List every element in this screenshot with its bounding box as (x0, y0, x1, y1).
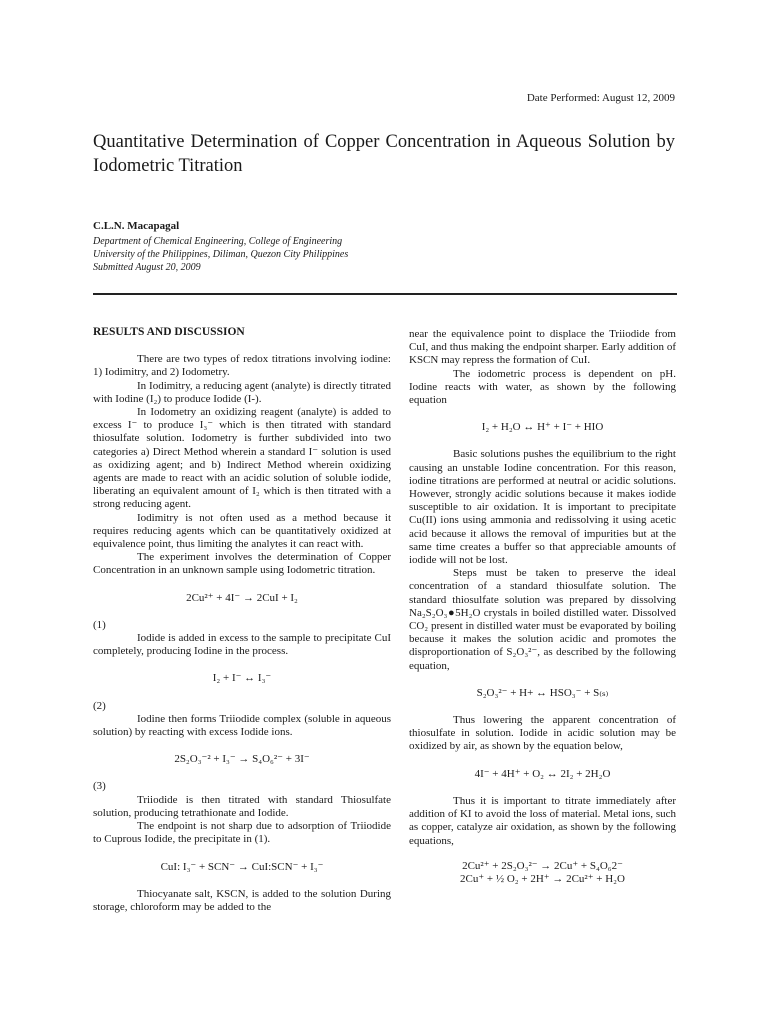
equation-1 (93, 592, 391, 632)
section-heading: RESULTS AND DISCUSSION (93, 326, 245, 338)
header-divider (93, 293, 677, 295)
equation-2 (93, 672, 391, 712)
paragraph: near the equivalence point to displace the Triiodide from CuI, and thus making the endpoint sharper. Early addition of KSCN may repress the formation of CuI. (409, 328, 676, 367)
paragraph: Iodide is added in excess to the sample to precipitate CuI completely, producing Iodine in the process. (93, 632, 391, 658)
paragraph: There are two types of redox titrations involving iodine: 1) Iodimitry, and 2) Iodometry. (93, 353, 391, 379)
paragraph: The endpoint is not sharp due to adsorption of Triiodide to Cuprous Iodide, the precipitate in (1). (93, 820, 391, 846)
paragraph: Iodimitry is not often used as a method because it requires reducing agents which can be quantitatively oxidized at equivalence point, thus limiting the analytes it can react with. (93, 511, 391, 551)
author-department: Department of Chemical Engineering, College of Engineering (93, 236, 343, 247)
paragraph: Triiodide is then titrated with standard Thiosulfate solution, producing tetrathionate and Iodide. (93, 793, 391, 819)
paragraph: Thus it is important to titrate immediately after addition of KI to avoid the loss of material. Metal ions, such as copper, catalyze air oxidation, as shown by the following equations, (409, 794, 676, 847)
author-university: University of the Philippines, Diliman, Quezon City Philippines (93, 249, 349, 260)
equation-expression: 2Cu²⁺ + 4I⁻ → 2CuI + I₂ (186, 591, 298, 604)
paragraph: Steps must be taken to preserve the ideal concentration of a standard thiosulfate solution. The standard thiosulfate solution was prepared by dissolving Na₂S₂O₃●5H₂O crystals in boiled distilled water. Dissolved CO₂ present in distilled water must be evaporated by boiling because it makes the solution acidic and promotes the disproportionation of S₂O₃²⁻, as described by the following equation, (409, 567, 676, 672)
equation-expression: 4I⁻ + 4H⁺ + O₂ ↔ 2I₂ + 2H₂O (474, 767, 611, 780)
equation-thiosulfate (409, 687, 676, 700)
submitted-date: Submitted August 20, 2009 (93, 262, 201, 273)
equation-water (409, 421, 676, 434)
paragraph: Basic solutions pushes the equilibrium to the right causing an unstable Iodine concentration. For this reason, iodine titrations are performed at neutral or acidic solutions. However, strongly acidic solutions because it makes iodide susceptible to air oxidation. It is important to precipitate Cu(II) ions using ammonia and redissolving it using acetic acid because it allows the removal of impurities but at the same time creates a buffer so that appreciable amounts of iodide will not be lost. (409, 448, 676, 567)
paragraph: In Iodimitry, a reducing agent (analyte) is directly titrated with Iodine (I₂) to produce Iodide (I-). (93, 379, 391, 405)
equation-number: (1) (93, 618, 106, 631)
equation-expression: CuI: I₃⁻ + SCN⁻ → CuI:SCN⁻ + I₃⁻ (160, 860, 324, 873)
equation-3 (93, 753, 391, 793)
paragraph: Thus lowering the apparent concentration of thiosulfate in solution. Iodide in acidic solution may be oxidized by air, as shown by the equation below, (409, 714, 676, 753)
equation-expression: I₂ + I⁻ ↔ I₃⁻ (212, 672, 272, 685)
author-block (93, 220, 593, 274)
author-name: C.L.N. Macapagal (93, 220, 180, 232)
right-column (409, 328, 676, 886)
equation-expression: I₂ + H₂O ↔ H⁺ + I⁻ + HIO (481, 421, 604, 434)
date-performed: Date Performed: August 12, 2009 (526, 92, 675, 104)
equation-expression: 2Cu²⁺ + 2S₂O₃²⁻ → 2Cu⁺ + S₄O₆2⁻ (462, 859, 623, 872)
paragraph: In Iodometry an oxidizing reagent (analyte) is added to excess I⁻ to produce I₃⁻ which is then titrated with standard thiosulfate solution. Iodometry is further subdivided into two categories a) Direct Method wherein a standard I⁻ solution is used as oxidizing agent; and b) Indirect Method wherein oxidizing agents are made to react with an acidic solution of soluble iodide, liberating an equivalent amount of I₂ which is then titrated with a strong reducing agent. (93, 406, 391, 511)
equation-number: (3) (93, 780, 106, 793)
equation-number: (2) (93, 699, 106, 712)
paper-title: Quantitative Determination of Copper Concentration in Aqueous Solution by Iodometric Titration (93, 132, 675, 176)
paragraph: The iodometric process is dependent on pH. Iodine reacts with water, as shown by the following equation (409, 367, 676, 407)
equation-4 (93, 861, 391, 874)
paragraph: Iodine then forms Triiodide complex (soluble in aqueous solution) by reacting with excess Iodide ions. (93, 712, 391, 739)
equation-air-oxidation (409, 768, 676, 781)
equation-expression: S₂O₃²⁻ + H+ ↔ HSO₃⁻ + S₍ₛ₎ (476, 686, 609, 699)
left-column (93, 322, 391, 914)
equation-expression: 2Cu⁺ + ½ O₂ + 2H⁺ → 2Cu²⁺ + H₂O (460, 872, 625, 885)
equation-copper-catalysis (409, 860, 676, 886)
paragraph: The experiment involves the determination of Copper Concentration in an unknown sample using Iodometric titration. (93, 551, 391, 577)
equation-expression: 2S₂O₃⁻² + I₃⁻ → S₄O₆²⁻ + 3I⁻ (174, 753, 310, 766)
paragraph: Thiocyanate salt, KSCN, is added to the solution During storage, chloroform may be added to the (93, 887, 391, 913)
